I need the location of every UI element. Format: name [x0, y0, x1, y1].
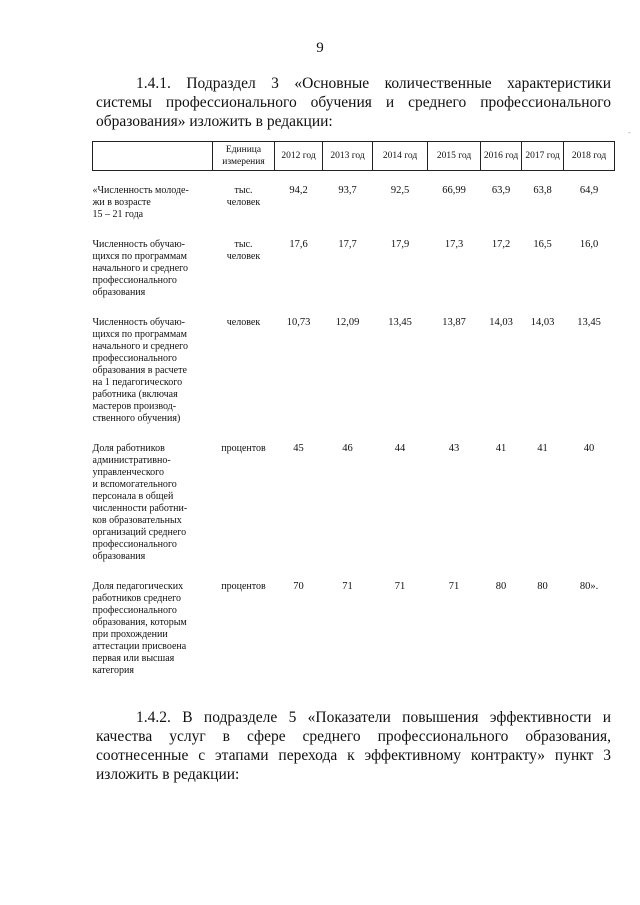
row-value: 10,73 — [286, 317, 311, 328]
table-header-cell: 2017 год — [522, 142, 564, 171]
row-label: Численность обучаю- щихся по программам начального и среднего профессионального образования — [92, 239, 189, 298]
row-value: 71 — [394, 581, 406, 592]
row-label: Доля работников административно- управленческого и вспомогательного персонала в общей численности работни- ков образовательных организаций среднего профессионального образования — [92, 443, 188, 562]
row-value: 80». — [579, 581, 599, 592]
row-value: 94,2 — [289, 185, 308, 196]
row-value: 46 — [342, 443, 353, 454]
row-value: 14,03 — [530, 317, 555, 328]
row-value: 63,8 — [533, 185, 552, 196]
paragraph-1-4-2: 1.4.2. В подразделе 5 «Показатели повышения эффективности и качества услуг в сфере среднего профессионального образования, соотнесенные с этапами перехода к эффективному контракту» пункт 3 изложить в редакции: — [96, 709, 611, 783]
row-value: 17,6 — [289, 239, 308, 250]
row-label: Доля педагогических работников среднего профессионального образования, которым при прохождении аттестации присвоена первая или высшая категория — [92, 581, 187, 676]
row-value: 17,9 — [390, 239, 410, 250]
row-value: 45 — [293, 443, 304, 454]
row-value: 13,87 — [442, 317, 466, 328]
row-unit: процентов — [221, 443, 266, 454]
row-value: 92,5 — [390, 185, 410, 196]
row-value: 63,9 — [491, 185, 511, 196]
table-header-cell: 2014 год — [373, 142, 428, 171]
table-row — [93, 579, 615, 693]
row-unit: тыс. человек — [226, 239, 261, 262]
row-value: 14,03 — [489, 317, 513, 328]
row-value: 80 — [495, 581, 507, 592]
table-header-cell: Единица измерения — [213, 142, 275, 171]
row-value: 17,3 — [444, 239, 464, 250]
characteristics-table — [92, 141, 615, 693]
row-value: 71 — [342, 581, 353, 592]
row-value: 41 — [537, 443, 548, 454]
row-label: Численность обучаю- щихся по программам начального и среднего профессионального образования в расчете на 1 педагогического работника (включая мастеров производ- ственного обучения) — [92, 317, 189, 424]
row-value: 17,7 — [338, 239, 357, 250]
row-value: 44 — [394, 443, 406, 454]
row-value: 16,0 — [579, 239, 599, 250]
row-value: 70 — [293, 581, 304, 592]
table-row — [93, 441, 615, 579]
page-number: 9 — [316, 40, 324, 56]
row-value: 40 — [583, 443, 595, 454]
row-unit: тыс. человек — [226, 185, 261, 208]
table-header-cell: 2012 год — [275, 142, 323, 171]
table-header-cell: 2016 год — [481, 142, 522, 171]
table-spacer-row — [93, 171, 615, 184]
table-row — [93, 183, 615, 237]
table-body — [93, 171, 615, 694]
row-value: 41 — [495, 443, 507, 454]
row-value: 17,2 — [491, 239, 511, 250]
row-value: 13,45 — [577, 317, 601, 328]
row-value: 66,99 — [442, 185, 466, 196]
row-unit: человек — [226, 317, 261, 328]
table-header-cell: 2013 год — [323, 142, 373, 171]
table-header-cell: 2018 год — [564, 142, 615, 171]
row-value: 93,7 — [338, 185, 357, 196]
header-blank-cell — [93, 142, 213, 171]
margin-mark: - — [628, 128, 631, 137]
row-value: 16,5 — [533, 239, 552, 250]
row-unit: процентов — [221, 581, 266, 592]
row-value: 80 — [537, 581, 548, 592]
row-value: 13,45 — [388, 317, 412, 328]
row-label: «Численность молоде- жи в возрасте 15 – 21 года — [92, 185, 189, 220]
paragraph-1-4-1: 1.4.1. Подраздел 3 «Основные количественные характеристики системы профессионального обучения и среднего профессионального образования» изложить в редакции: — [96, 75, 611, 130]
table-row — [93, 237, 615, 315]
table-row — [93, 315, 615, 441]
row-value: 64,9 — [579, 185, 599, 196]
row-value: 12,09 — [335, 317, 360, 328]
row-value: 43 — [448, 443, 460, 454]
row-value: 71 — [448, 581, 460, 592]
table-header-cell: 2015 год — [428, 142, 481, 171]
table-header-row — [93, 142, 615, 171]
